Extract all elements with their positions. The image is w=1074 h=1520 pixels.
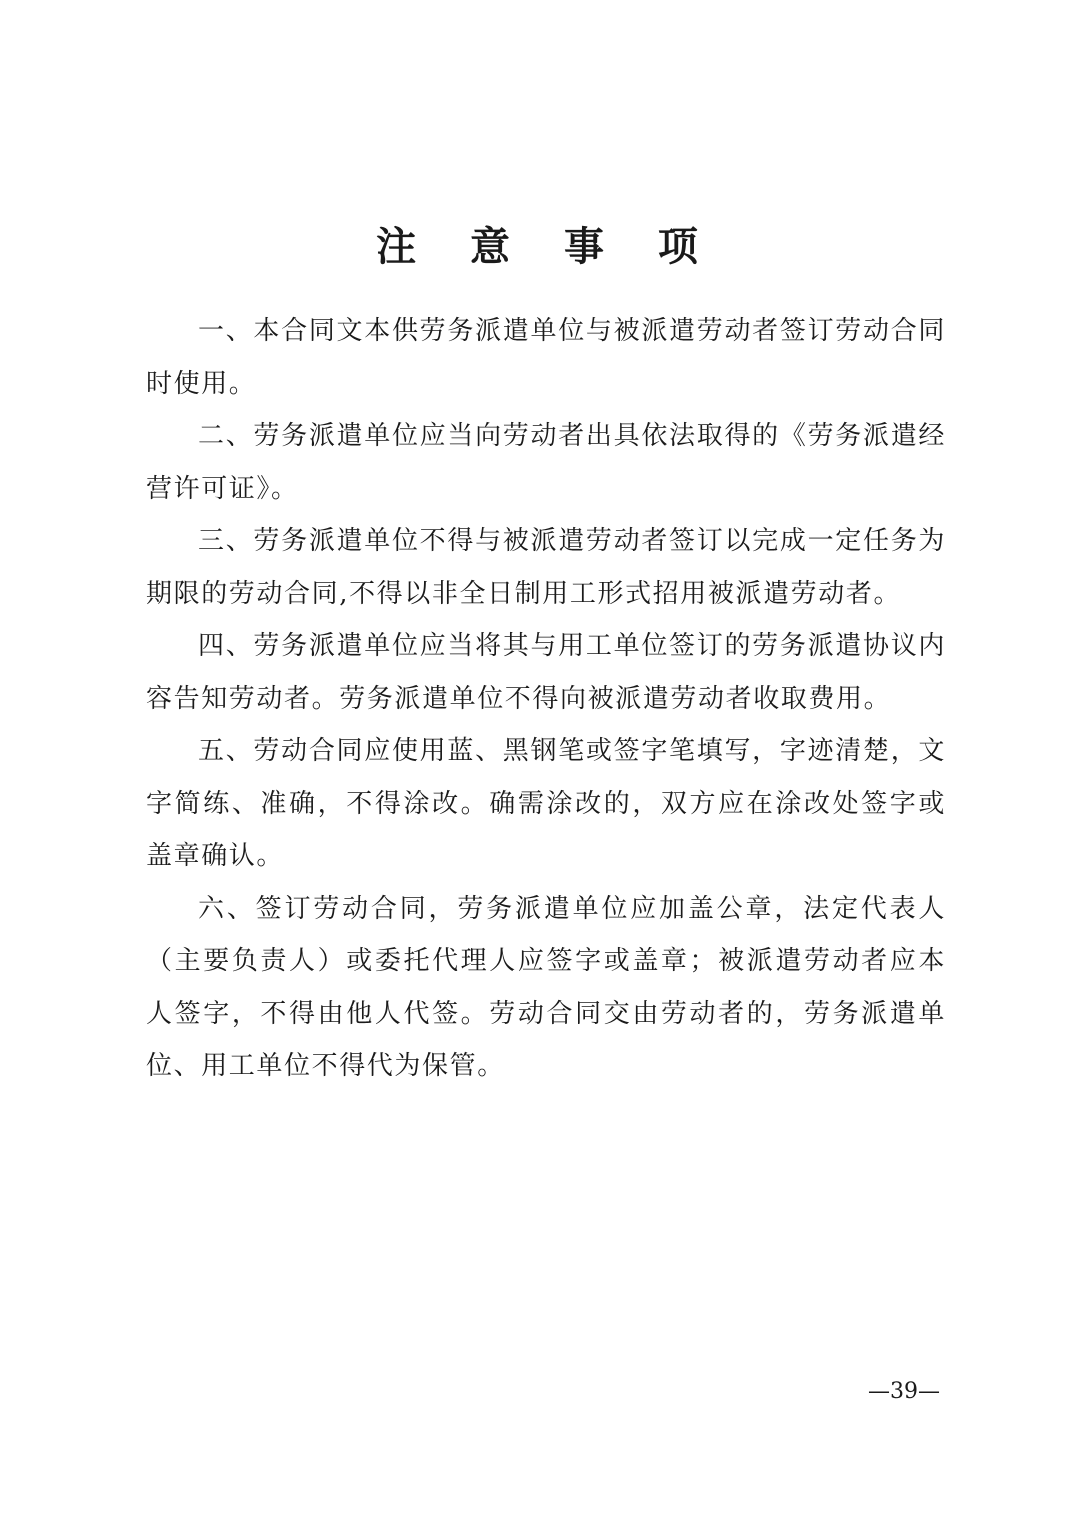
notice-item-5: 五、劳动合同应使用蓝、黑钢笔或签字笔填写，字迹清楚，文字简练、准确，不得涂改。确需涂改的，双方应在涂改处签字或盖章确认。 [146,736,946,871]
page-number: —39— [868,1379,940,1404]
page-title: 注 意 事 项 [376,222,718,270]
notice-item-6: 六、签订劳动合同，劳务派遣单位应加盖公章，法定代表人（主要负责人）或委托代理人应签字或盖章；被派遣劳动者应本人签字，不得由他人代签。劳动合同交由劳动者的，劳务派遣单位、用工单位不得代为保管。 [146,893,946,1081]
notice-item-3: 三、劳务派遣单位不得与被派遣劳动者签订以完成一定任务为期限的劳动合同,不得以非全日制用工形式招用被派遣劳动者。 [146,526,946,609]
notice-item-1: 一、本合同文本供劳务派遣单位与被派遣劳动者签订劳动合同时使用。 [146,316,946,399]
notice-item-2: 二、劳务派遣单位应当向劳动者出具依法取得的《劳务派遣经营许可证》。 [146,421,946,504]
notice-content [146,305,946,1093]
notice-item-4: 四、劳务派遣单位应当将其与用工单位签订的劳务派遣协议内容告知劳动者。劳务派遣单位不得向被派遣劳动者收取费用。 [146,631,946,714]
